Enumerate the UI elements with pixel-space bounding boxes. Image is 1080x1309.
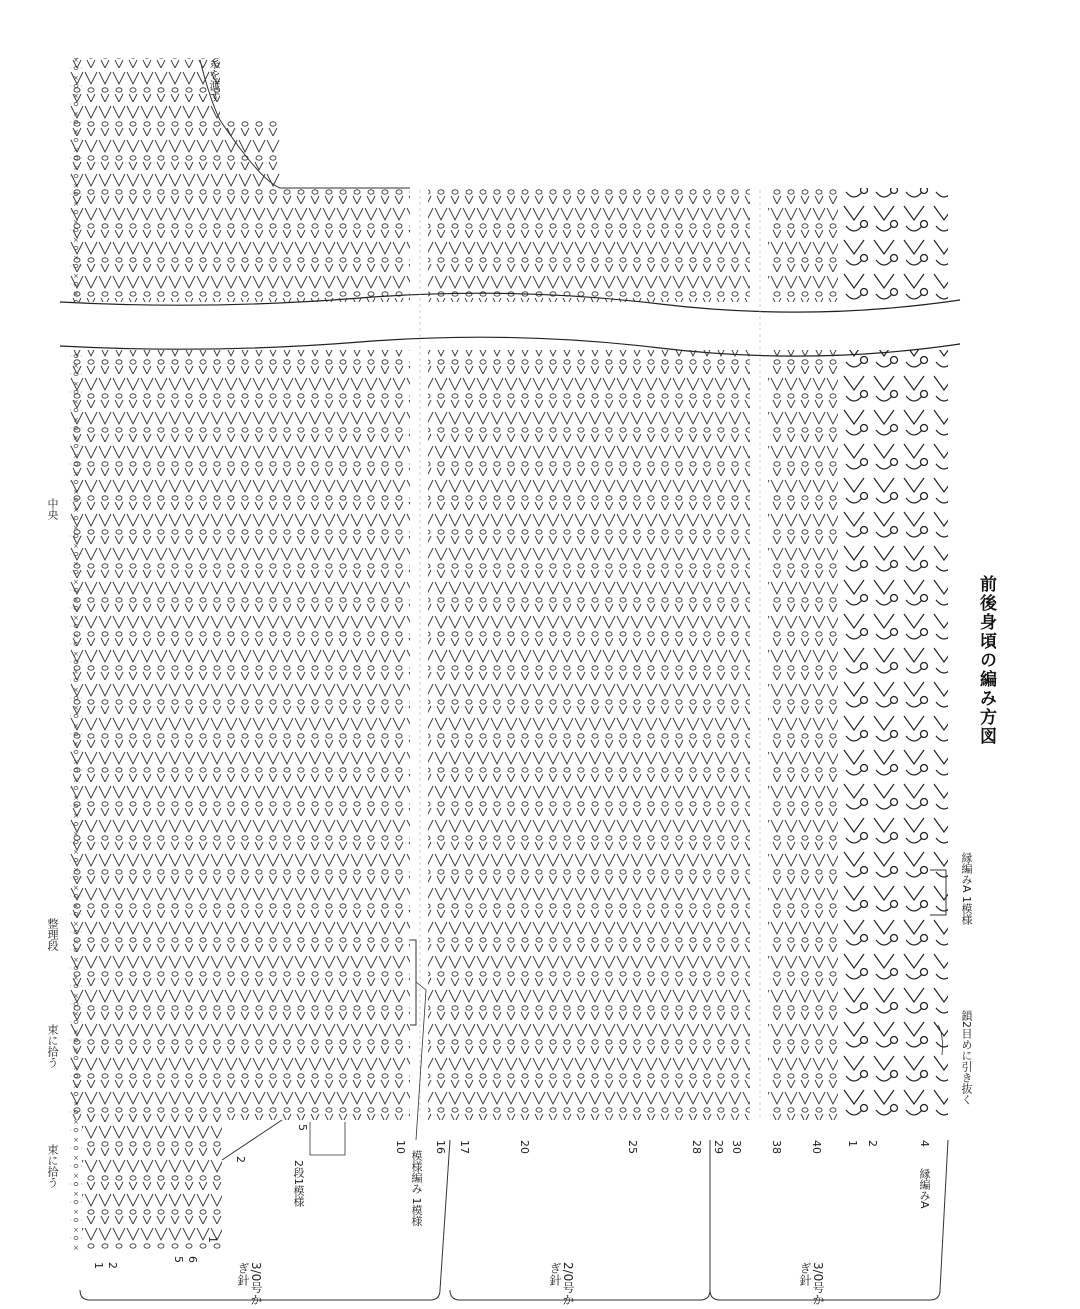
row-label: 4 bbox=[918, 1140, 931, 1147]
row-label: 29 bbox=[712, 1140, 725, 1154]
row-label: 1 bbox=[846, 1140, 859, 1147]
row-label: 1 bbox=[92, 1262, 105, 1269]
annotation-cut-yarn: 糸を渡す bbox=[208, 58, 221, 102]
row-label: 38 bbox=[770, 1140, 783, 1154]
needle-label-left: 3/0号かぎ針 bbox=[236, 1262, 263, 1306]
row-label: 5 bbox=[296, 1124, 309, 1131]
annotation-edge-a: 縁編みA bbox=[918, 1168, 931, 1209]
row-label: 25 bbox=[626, 1140, 639, 1154]
needle-label-right: 3/0号かぎ針 bbox=[798, 1262, 825, 1306]
needle-label-middle: 2/0号かぎ針 bbox=[548, 1262, 575, 1306]
annotation-pick-bundle-1: 束に拾う bbox=[46, 1024, 59, 1068]
annotation-pick-bundle-2: 束に拾う bbox=[46, 1144, 59, 1188]
row-label: 2 bbox=[234, 1156, 247, 1163]
row-label: 1 bbox=[206, 1236, 219, 1243]
main-stitch-block bbox=[70, 350, 948, 1250]
annotation-edge-a-one-pattern: 縁編みA 1模様 bbox=[960, 852, 973, 926]
annotation-adjust-row: 整理段 bbox=[46, 918, 59, 951]
needle-bracket-right bbox=[710, 1140, 948, 1300]
annotation-slip-chain: 鎖2目めに引き抜く bbox=[960, 1010, 973, 1105]
annotation-pattern-repeat: 模様編み 1模様 bbox=[410, 1150, 423, 1227]
row-label: 17 bbox=[458, 1140, 471, 1154]
pattern-bracket bbox=[410, 940, 416, 1025]
upper-stitch-block bbox=[70, 58, 948, 302]
chart-title: 前後身頃の編み方図 bbox=[976, 575, 996, 746]
row-label: 10 bbox=[394, 1140, 407, 1154]
row-label: 5 bbox=[172, 1256, 185, 1263]
row-label: 2 bbox=[866, 1140, 879, 1147]
row-label: 40 bbox=[810, 1140, 823, 1154]
annotation-center: 中央 bbox=[46, 498, 59, 520]
row-label: 16 bbox=[434, 1140, 447, 1154]
row-label: 28 bbox=[690, 1140, 703, 1154]
annotation-two-rows: 2段1模様 bbox=[292, 1160, 305, 1207]
row-label: 6 bbox=[186, 1256, 199, 1263]
row-label: 20 bbox=[518, 1140, 531, 1154]
row-label: 30 bbox=[730, 1140, 743, 1154]
needle-bracket-middle bbox=[450, 1140, 710, 1300]
row-label: 2 bbox=[106, 1262, 119, 1269]
